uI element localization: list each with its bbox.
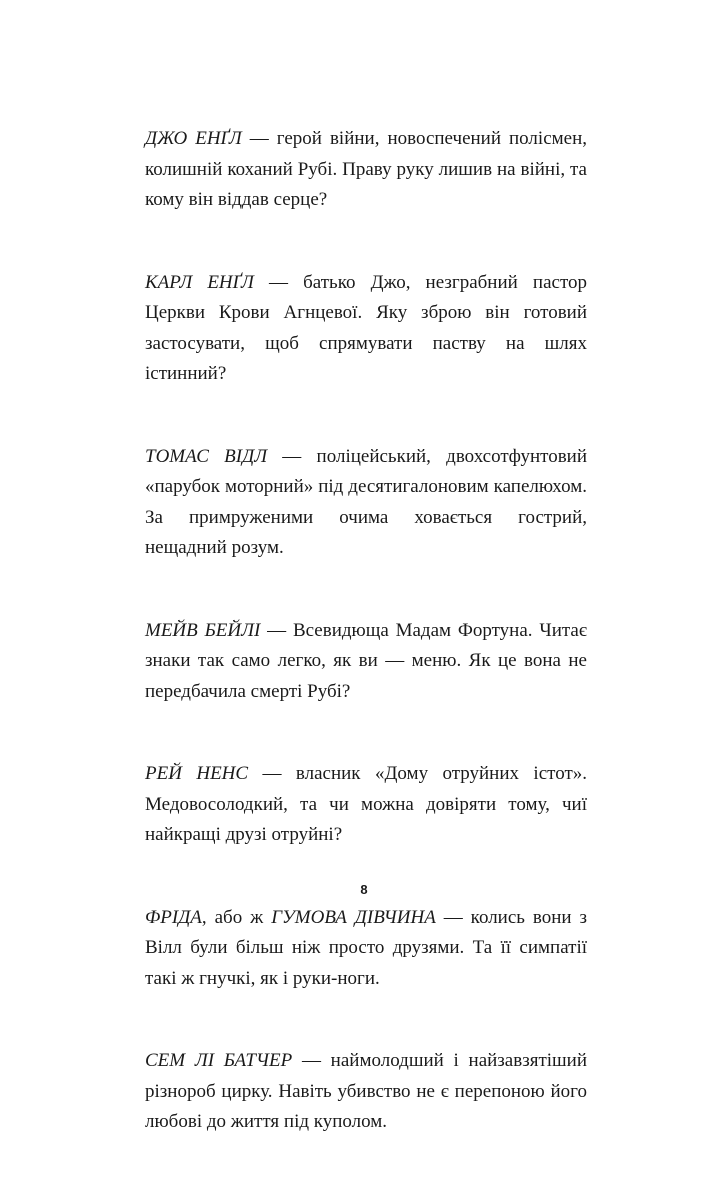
- character-entry-thomas-weedle: [145, 442, 587, 564]
- character-entry-ray-nance: [145, 759, 587, 851]
- character-description: — батько Джо, незграбний пастор Церкви Крови Агнцевої. Яку зброю він готовий застосувати, щоб спрямувати паству на шлях істинний?: [145, 271, 587, 384]
- page-number: 8: [360, 882, 368, 897]
- character-entry-maeve-bailey: [145, 616, 587, 708]
- character-description: — герой війни, новоспечений полісмен, колишній коханий Рубі. Праву руку лишив на війні, та кому він віддав серце?: [145, 128, 588, 210]
- character-list: [145, 124, 587, 1190]
- character-description: — Всевидюща Мадам Фортуна. Читає знаки так само легко, як ви — меню. Як це вона не передбачила смерті Рубі?: [145, 619, 587, 702]
- character-alias: ГУМОВА ДІВЧИНА: [271, 906, 436, 928]
- character-name: РЕЙ НЕНС: [145, 763, 249, 784]
- character-description: — поліцейський, двохсотфунтовий «парубок моторний» під десятигалоновим капелюхом. За примруженими очима ховається гострий, нещадний розум.: [145, 445, 588, 558]
- character-name: ТОМАС ВІДЛ: [145, 445, 268, 467]
- character-description: — власник «Дому отруйних істот». Медовосолодкий, та чи можна довіряти тому, чиї найкращі друзі отруйні?: [145, 763, 587, 845]
- character-name: ФРІДА: [145, 906, 202, 928]
- character-entry-karl-engle: [145, 268, 587, 390]
- character-name: ДЖО ЕНҐЛ: [145, 128, 242, 149]
- character-entry-jo-engle: [145, 124, 587, 216]
- character-entry-sam-lee-butcher: [145, 1046, 587, 1138]
- character-description: — колись вони з Вілл були більш ніж просто друзями. Та її симпатії такі ж гнучкі, як і руки-ноги.: [145, 906, 588, 989]
- character-name: СЕМ ЛІ БАТЧЕР: [145, 1050, 293, 1071]
- character-description: — наймолодший і найзавзятіший різнороб цирку. Навіть убивство не є перепоною його любові до життя під куполом.: [145, 1050, 587, 1132]
- character-entry-frida: [145, 903, 587, 995]
- character-name: МЕЙВ БЕЙЛІ: [145, 619, 261, 641]
- character-name: КАРЛ ЕНҐЛ: [145, 271, 254, 293]
- character-name-connector: , або ж: [201, 906, 272, 928]
